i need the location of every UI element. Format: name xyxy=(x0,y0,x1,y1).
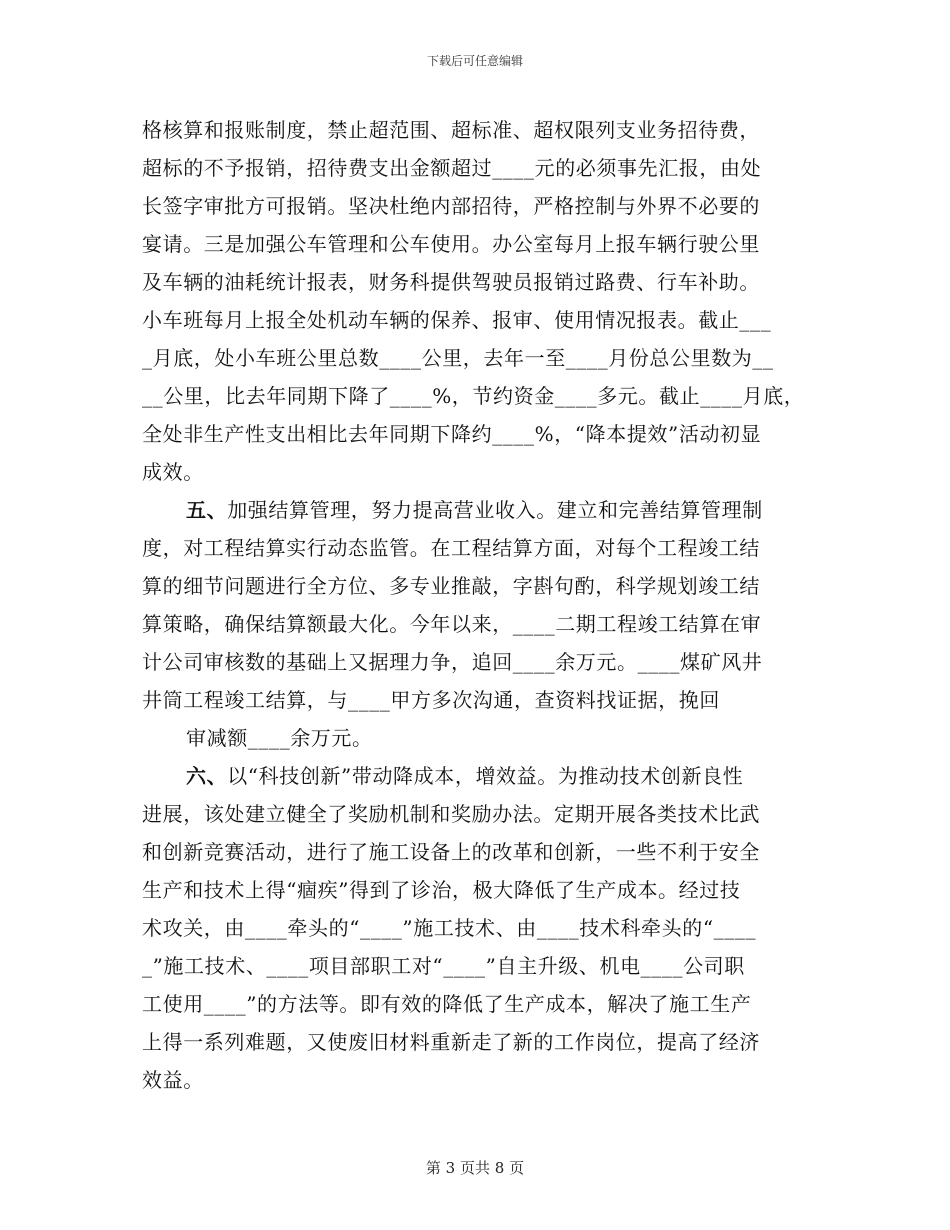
section-first-line xyxy=(142,491,812,529)
text-line: 宴请。三是加强公车管理和公车使用。办公室每月上报车辆行驶公里 xyxy=(142,232,760,256)
document-body xyxy=(142,111,812,1099)
text-line: 全处非生产性支出相比去年同期下降约____%，“降本提效”活动初显 xyxy=(142,422,762,446)
text-line: 长签字审批方可报销。坚决杜绝内部招待，严格控制与外界不必要的 xyxy=(142,194,760,218)
text-line: 格核算和报账制度，禁止超范围、超标准、超权限列支业务招待费， xyxy=(142,118,760,142)
text-line: 进展，该处建立健全了奖励机制和奖励办法。定期开展各类技术比武 xyxy=(142,802,760,826)
section-heading: 六、 xyxy=(186,764,228,788)
text-line: 度，对工程结算实行动态监管。在工程结算方面，对每个工程竣工结 xyxy=(142,536,760,560)
section-first-line xyxy=(142,757,812,795)
page-number-footer: 第 3 页共 8 页 xyxy=(425,1159,525,1177)
section-text: 加强结算管理，努力提高营业收入。建立和完善结算管理制 xyxy=(227,498,763,522)
section-heading: 五、 xyxy=(186,498,228,522)
text-line: 算的细节问题进行全方位、多专业推敲，字斟句酌，科学规划竣工结 xyxy=(142,574,760,598)
text-line: 生产和技术上得“痼疾”得到了诊治，极大降低了生产成本。经过技 xyxy=(142,878,741,902)
text-line: 上得一系列难题，又使废旧材料重新走了新的工作岗位，提高了经济 xyxy=(142,1030,760,1054)
text-line: 和创新竞赛活动，进行了施工设备上的改革和创新，一些不利于安全 xyxy=(142,840,760,864)
page-header-note: 下载后可任意编辑 xyxy=(426,54,523,68)
text-line: __公里，比去年同期下降了____%，节约资金____多元。截止____月底， xyxy=(142,384,805,408)
text-line: _月底，处小车班公里总数____公里，去年一至____月份总公里数为__ xyxy=(142,346,774,370)
text-line: 工使用____”的方法等。即有效的降低了生产成本，解决了施工生产 xyxy=(142,992,752,1016)
text-line: 超标的不予报销，招待费支出金额超过____元的必须事先汇报，由处 xyxy=(142,156,762,180)
section-text: 以“科技创新”带动降成本，增效益。为推动技术创新良性 xyxy=(227,764,744,788)
text-line: 术攻关，由____牵头的“____”施工技术、由____技术科牵头的“____ xyxy=(142,916,757,940)
text-line: 计公司审核数的基础上又据理力争，追回____余万元。____煤矿风井 xyxy=(142,650,763,674)
text-line: 井筒工程竣工结算，与____甲方多次沟通，查资料找证据，挽回 xyxy=(142,688,720,712)
text-line: _”施工技术、____项目部职工对“____”自主升级、机电____公司职 xyxy=(142,954,745,978)
text-line: 效益。 xyxy=(142,1068,204,1092)
text-line: 成效。 xyxy=(142,460,204,484)
text-line: 及车辆的油耗统计报表，财务科提供驾驶员报销过路费、行车补助。 xyxy=(142,270,760,294)
text-line: 审减额____余万元。 xyxy=(186,726,373,750)
text-line: 算策略，确保结算额最大化。今年以来，____二期工程竣工结算在审 xyxy=(142,612,762,636)
text-line: 小车班每月上报全处机动车辆的保养、报审、使用情况报表。截止___ xyxy=(142,308,772,332)
